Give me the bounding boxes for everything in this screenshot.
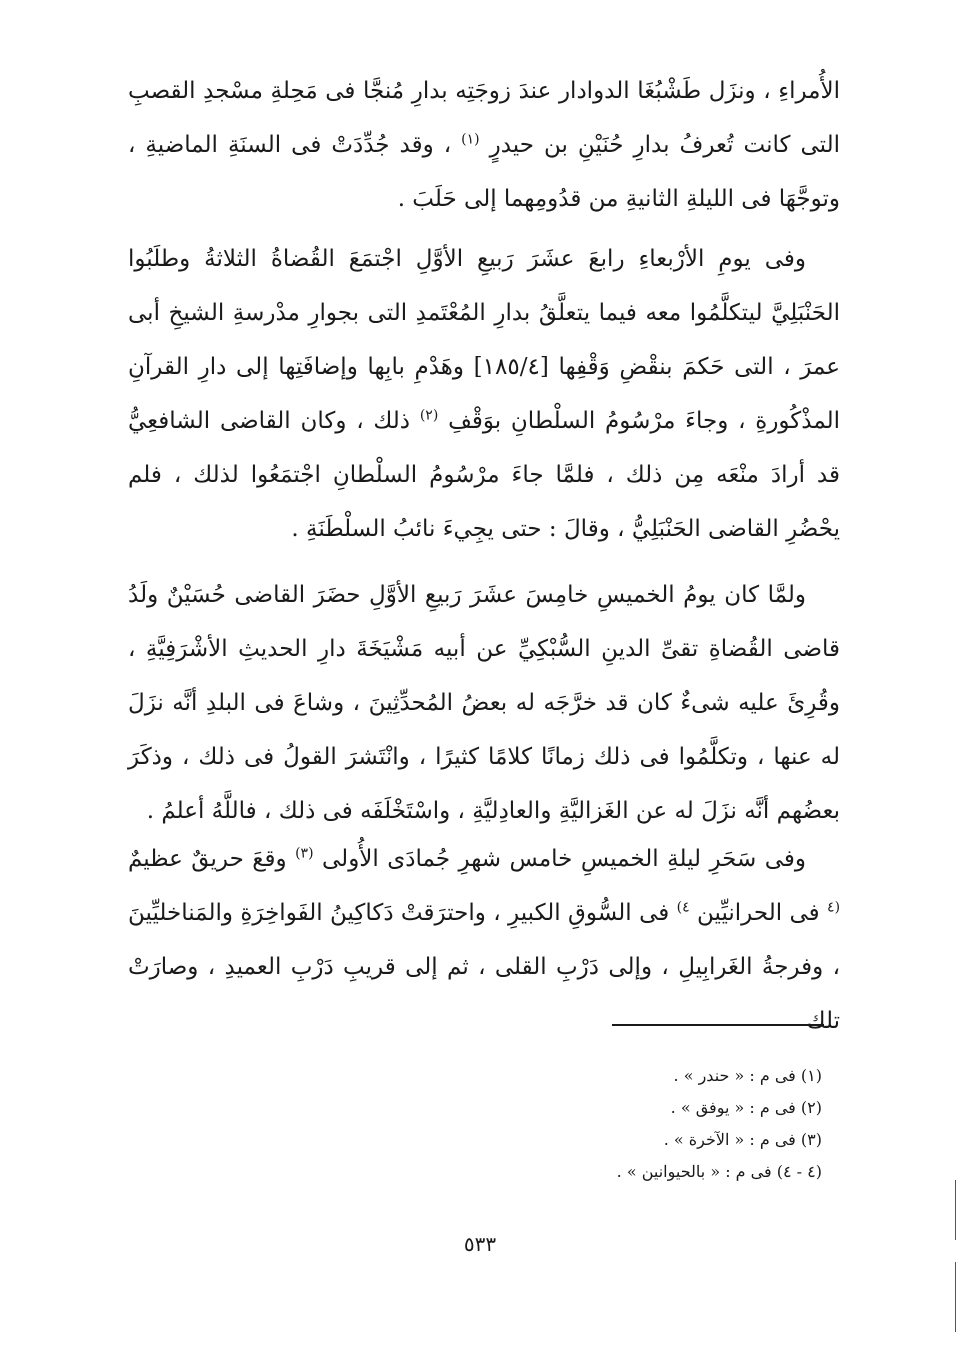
footnote-4: (٤ - ٤) فى م : « بالحيوانين » .: [616, 1162, 822, 1181]
paragraph-3-text: ولمَّا كان يومُ الخميسِ خامِسَ عشَرَ رَبيعِ الأوَّلِ حضَرَ القاضى حُسَيْنٌ ولَدُ قاضى القُضاةِ تقىِّ الدينِ السُّبْكِيِّ عن أبيه مَشْيَخَةَ دارِ الحديثِ الأشْرَفِيَّةِ ، وقُرِئَ عليه شىءٌ كان قد خرَّجَه له بعضُ المُحدِّثِينَ ، وشاعَ فى البلدِ أنَّه نزَلَ له عنها ، وتكلَّمُوا فى ذلك زمانًا كلامًا كثيرًا ، وانْتَشرَ القولُ فى ذلك ، وذكَرَ بعضُهم أنَّه نزَلَ له عن الغَزاليَّةِ والعادِليَّةِ ، واسْتَخْلَفَه فى ذلك ، فاللَّهُ أعلمُ .: [128, 582, 840, 824]
page-number: ٥٣٣: [463, 1232, 497, 1256]
paragraph-3: [128, 568, 840, 838]
paragraph-1-text-b: ، وقد جُدِّدَتْ فى السنَةِ الماضيةِ ، وتوجَّهَا فى الليلةِ الثانيةِ من قدُومِهما إلى حَلَبَ .: [128, 132, 840, 212]
footnote-reference-2[interactable]: (٢): [419, 407, 439, 424]
paragraph-2: [128, 232, 840, 556]
paragraph-4-text-b: وقعَ حريقٌ عظيمٌ: [128, 846, 287, 872]
footnote-reference-4-close[interactable]: ٤): [676, 899, 690, 916]
paragraph-4-text-d: فى السُّوقِ الكبيرِ ، واحترَقتْ دَكاكِينُ الفَواخِرَةِ والمَناخليِّينَ ، وفرجةُ الغَرابِيلِ ، وإلى دَرْبِ القلى ، ثم إلى قريبِ دَرْبِ العميدِ ، وصارَتْ تلك: [128, 900, 840, 1034]
paragraph-4: [128, 832, 840, 1048]
footnote-divider: [612, 1024, 824, 1026]
footnote-2: (٢) فى م : « يوفق » .: [670, 1098, 822, 1117]
paragraph-4-text-c: فى الحرانيِّين: [697, 900, 820, 926]
scan-edge-mark: [955, 1262, 956, 1332]
paragraph-2-text-b: ذلك ، وكان القاضى الشافعِيُّ قد أرادَ منْعَه مِن ذلك ، فلمَّا جاءَ مرْسُومُ السلْطانِ اجْتمَعُوا لذلك ، فلم يحْضُرِ القاضى الحَنْبَلِيُّ ، وقالَ : حتى يجِيءَ نائبُ السلْطَنَةِ .: [128, 408, 840, 542]
paragraph-1: [128, 64, 840, 226]
footnote-reference-1[interactable]: (١): [461, 131, 480, 148]
footnote-3: (٣) فى م : « الآخرة » .: [663, 1130, 822, 1149]
footnote-reference-4-open[interactable]: (٤: [827, 899, 841, 916]
scan-edge-mark: [955, 1180, 956, 1240]
paragraph-2-text-a: وفى يومِ الأرْبعاءِ رابعَ عشَرَ رَبيعِ الأوَّلِ اجْتمَعَ القُضاةُ الثلاثةُ وطلَبُوا الحَنْبَلِيَّ ليتكلَّمُوا معه فيما يتعلَّقُ بدارِ المُعْتَمدِ التى بجوارِ مدْرسةِ الشيخِ أبى عمرَ ، التى حَكمَ بنقْضِ وَقْفِها [١٨٥/٤] وهَدْمِ بابِها وإضافَتِها إلى دارِ القرآنِ المذْكُورةِ ، وجاءَ مرْسُومُ السلْطانِ بوَقْفِ: [128, 246, 841, 434]
footnote-1: (١) فى م : « حندر » .: [673, 1066, 822, 1085]
paragraph-4-text-a: وفى سَحَرِ ليلةِ الخميسِ خامس شهرِ جُمادَى الأُولى: [322, 846, 807, 872]
footnote-reference-3[interactable]: (٣): [295, 845, 314, 862]
paragraph-1-text-a: الأُمراءِ ، ونزَل طَشْبُغَا الدوادار عندَ زوجَتِه بدارِ مُنجَّا فى مَحِلةِ مسْجدِ القصبِ التى كانت تُعرفُ بدارِ حُنَيْنِ بن حيدرٍ: [128, 78, 840, 158]
footnotes: [402, 1060, 822, 1188]
